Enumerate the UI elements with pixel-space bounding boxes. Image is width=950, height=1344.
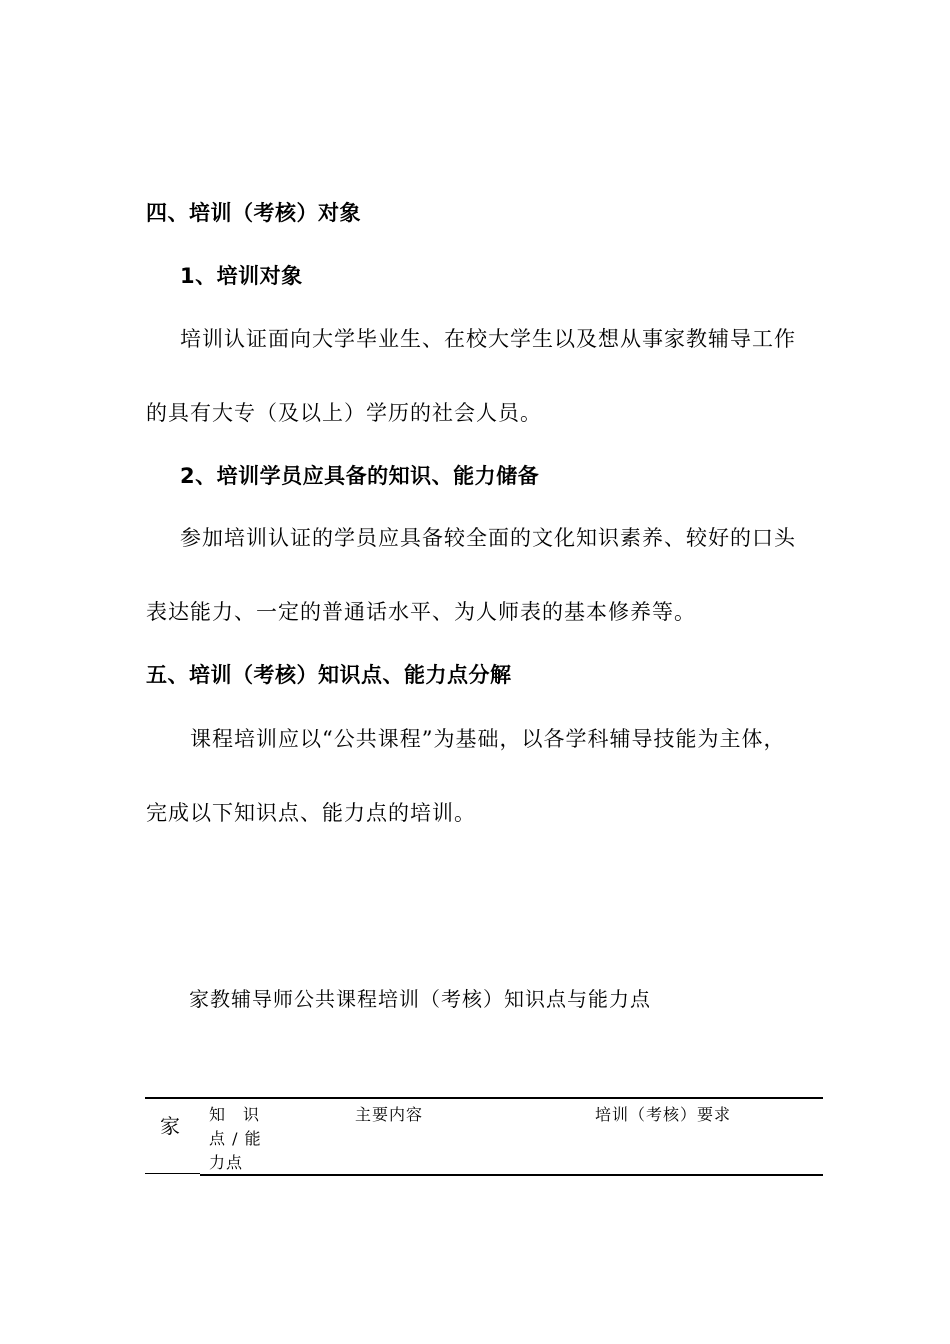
table-header-rule-left: [145, 1173, 200, 1174]
paragraph-line: 培训认证面向大学毕业生、在校大学生以及想从事家教辅导工作: [180, 327, 796, 351]
table-header-rule: [200, 1174, 823, 1176]
paragraph-line: 的具有大专（及以上）学历的社会人员。: [146, 401, 542, 425]
table-header-point-line2: 点 / 能: [209, 1129, 262, 1148]
paragraph-line: 完成以下知识点、能力点的培训。: [146, 801, 476, 825]
paragraph-line: 参加培训认证的学员应具备较全面的文化知识素养、较好的口头: [180, 526, 796, 550]
section-5-heading: 五、培训（考核）知识点、能力点分解: [146, 663, 512, 687]
table-header-point-line3: 力点: [209, 1153, 244, 1172]
table-header-category: 家: [160, 1114, 180, 1138]
table-header-requirement: 培训（考核）要求: [595, 1105, 732, 1124]
table-top-rule: [145, 1097, 823, 1099]
table-header-content: 主要内容: [355, 1105, 424, 1124]
subsection-2-heading: 2、培训学员应具备的知识、能力储备: [180, 464, 540, 488]
table-header-point-line1: 知 识: [209, 1105, 261, 1124]
section-4-heading: 四、培训（考核）对象: [146, 201, 361, 225]
paragraph-line: 课程培训应以“公共课程”为基础，以各学科辅导技能为主体，: [190, 727, 786, 751]
table-caption: 家教辅导师公共课程培训（考核）知识点与能力点: [189, 987, 651, 1011]
subsection-1-heading: 1、培训对象: [180, 264, 303, 288]
paragraph-line: 表达能力、一定的普通话水平、为人师表的基本修养等。: [146, 600, 696, 624]
